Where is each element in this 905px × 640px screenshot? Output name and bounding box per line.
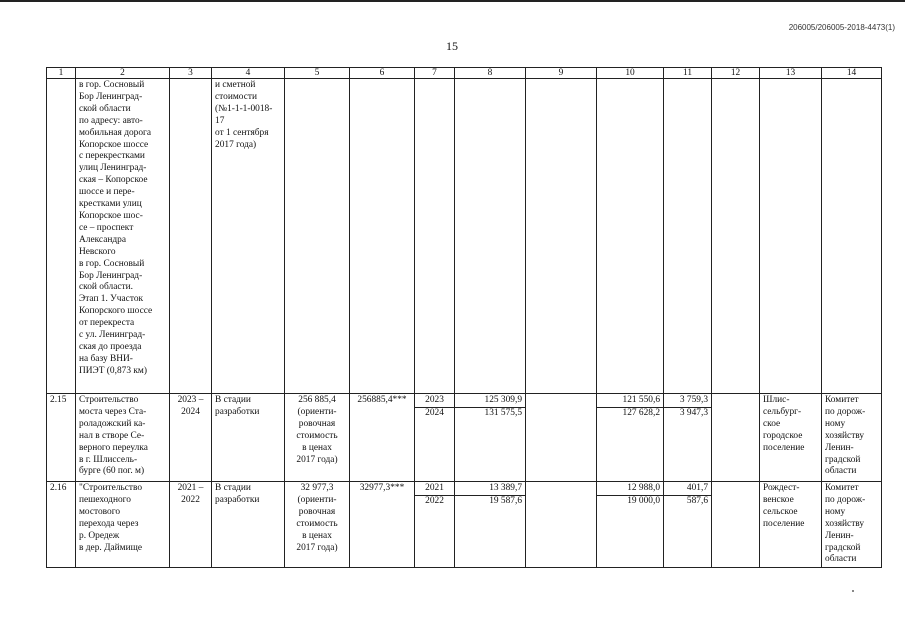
col12-empty bbox=[712, 482, 760, 568]
implementation-period bbox=[170, 394, 212, 482]
text-line: разработки bbox=[215, 494, 260, 505]
project-stage bbox=[212, 394, 285, 482]
column-header-4: 4 bbox=[212, 68, 285, 79]
project-stage bbox=[212, 482, 285, 568]
col10-value: 12 988,0 bbox=[627, 483, 660, 493]
header-row bbox=[47, 68, 882, 79]
text-line: 2023 – bbox=[177, 395, 204, 405]
text-line: 32 977,3 bbox=[300, 483, 334, 493]
text-line: Комитет bbox=[825, 395, 859, 405]
text-line: от перекреста bbox=[79, 318, 135, 329]
col11-value: 3 947,3 bbox=[664, 407, 711, 420]
text-line: с ул. Ленинград- bbox=[79, 330, 146, 341]
document-id: 206005/206005-2018-4473(1) bbox=[788, 23, 895, 32]
text-line: ПИЭТ (0,873 км) bbox=[79, 365, 147, 376]
text-line: се – проспект bbox=[79, 222, 134, 233]
column-header-12: 12 bbox=[712, 68, 760, 79]
regional-budget bbox=[597, 482, 664, 568]
text-line: крестками улиц bbox=[79, 199, 142, 210]
settlement bbox=[760, 482, 822, 568]
text-line: разработки bbox=[215, 406, 260, 417]
totals-value: 125 309,9 bbox=[484, 395, 522, 405]
local-budget bbox=[664, 482, 712, 568]
text-line: в г. Шлиссель- bbox=[79, 454, 138, 465]
totals-value: 19 587,6 bbox=[455, 495, 525, 508]
text-line: в ценах bbox=[302, 442, 332, 453]
settlement bbox=[760, 394, 822, 482]
text-line: ской области bbox=[79, 103, 131, 114]
table-row bbox=[47, 394, 882, 482]
text-line: ская до проезда bbox=[79, 341, 142, 352]
column-header-9: 9 bbox=[526, 68, 597, 79]
text-line: области bbox=[825, 554, 857, 565]
text-line: ское bbox=[763, 418, 781, 429]
text-line: от 1 сентября bbox=[215, 127, 269, 138]
text-line: Невского bbox=[79, 246, 116, 257]
text-line: Бор Ленинград- bbox=[79, 91, 143, 102]
top-border-line bbox=[0, 0, 905, 2]
cont-col9 bbox=[526, 79, 597, 394]
scan-speck bbox=[852, 590, 854, 592]
column-header-8: 8 bbox=[455, 68, 526, 79]
text-line: роладожский ка- bbox=[79, 418, 146, 429]
text-line: в дер. Даймище bbox=[79, 542, 142, 553]
years-value: 2021 bbox=[425, 483, 444, 493]
column-header-2: 2 bbox=[76, 68, 170, 79]
responsible-committee bbox=[822, 394, 882, 482]
text-line: ному bbox=[825, 506, 846, 517]
regional-budget bbox=[597, 394, 664, 482]
text-line: 2017 года) bbox=[215, 139, 257, 150]
text-line: стоимость bbox=[296, 430, 338, 441]
text-line: перехода через bbox=[79, 518, 139, 529]
text-line: с перекрестками bbox=[79, 151, 145, 162]
cost-col6: 32977,3*** bbox=[350, 482, 415, 568]
text-line: Копорского шоссе bbox=[79, 306, 153, 317]
text-line: Александра bbox=[79, 234, 127, 245]
years-value: 2022 bbox=[415, 495, 454, 508]
text-line: 17 bbox=[215, 115, 225, 126]
column-header-10: 10 bbox=[597, 68, 664, 79]
col10-value: 127 628,2 bbox=[597, 407, 663, 420]
col10-value: 121 550,6 bbox=[622, 395, 660, 405]
text-line: городское bbox=[763, 430, 803, 441]
text-line: ская – Копорское bbox=[79, 175, 148, 186]
text-line: 2022 bbox=[181, 494, 200, 505]
cont-col11 bbox=[664, 79, 712, 394]
text-line: 2017 года) bbox=[296, 454, 338, 465]
text-line: улиц Ленинград- bbox=[79, 163, 147, 174]
text-line: Бор Ленинград- bbox=[79, 270, 143, 281]
text-line: Шлис- bbox=[763, 395, 790, 405]
estimated-cost bbox=[285, 482, 350, 568]
text-line: верного переулка bbox=[79, 442, 148, 453]
column-header-14: 14 bbox=[822, 68, 882, 79]
text-line: пешеходного bbox=[79, 494, 131, 505]
col11-value: 587,6 bbox=[664, 495, 711, 508]
cont-col12 bbox=[712, 79, 760, 394]
cont-col10 bbox=[597, 79, 664, 394]
text-line: и сметной bbox=[215, 80, 256, 90]
text-line: мостового bbox=[79, 506, 121, 517]
total-amount bbox=[455, 482, 526, 568]
cont-object-name bbox=[76, 79, 170, 394]
column-header-13: 13 bbox=[760, 68, 822, 79]
text-line: по дорож- bbox=[825, 494, 866, 505]
text-line: Комитет bbox=[825, 483, 859, 493]
column-header-1: 1 bbox=[47, 68, 76, 79]
text-line: хозяйству bbox=[825, 518, 865, 529]
cont-col13 bbox=[760, 79, 822, 394]
text-line: венское bbox=[763, 494, 794, 505]
estimated-cost bbox=[285, 394, 350, 482]
column-header-5: 5 bbox=[285, 68, 350, 79]
text-line: (ориенти- bbox=[297, 406, 337, 417]
col11-value: 401,7 bbox=[686, 483, 708, 493]
col9-empty bbox=[526, 394, 597, 482]
text-line: Этап 1. Участок bbox=[79, 294, 144, 305]
text-line: области bbox=[825, 466, 857, 477]
col11-value: 3 759,3 bbox=[679, 395, 708, 405]
implementation-period bbox=[170, 482, 212, 568]
text-line: 2024 bbox=[181, 406, 200, 417]
cont-basis bbox=[212, 79, 285, 394]
text-line: 2021 – bbox=[177, 483, 204, 493]
text-line: по дорож- bbox=[825, 406, 866, 417]
years-value: 2024 bbox=[415, 407, 454, 420]
cont-col3 bbox=[170, 79, 212, 394]
cont-col5 bbox=[285, 79, 350, 394]
text-line: в ценах bbox=[302, 530, 332, 541]
cont-col8 bbox=[455, 79, 526, 394]
text-line: поселение bbox=[763, 518, 805, 529]
text-line: (№1-1-1-0018- bbox=[215, 103, 273, 114]
text-line: хозяйству bbox=[825, 430, 865, 441]
text-line: ровочная bbox=[298, 506, 336, 517]
text-line: моста через Ста- bbox=[79, 406, 147, 417]
years bbox=[415, 482, 455, 568]
text-line: в гор. Сосновый bbox=[79, 80, 145, 90]
object-name bbox=[76, 394, 170, 482]
table-row bbox=[47, 482, 882, 568]
text-line: Копорское шоссе bbox=[79, 139, 149, 150]
text-line: Рождест- bbox=[763, 483, 800, 493]
text-line: ской области. bbox=[79, 282, 133, 293]
text-line: градской bbox=[825, 454, 861, 465]
text-line: нал в створе Се- bbox=[79, 430, 145, 441]
text-line: сельское bbox=[763, 506, 798, 517]
text-line: стоимости bbox=[215, 91, 257, 102]
col12-empty bbox=[712, 394, 760, 482]
text-line: В стадии bbox=[215, 483, 251, 493]
column-header-7: 7 bbox=[415, 68, 455, 79]
totals-value: 131 575,5 bbox=[455, 407, 525, 420]
cont-col6 bbox=[350, 79, 415, 394]
text-line: ному bbox=[825, 418, 846, 429]
text-line: (ориенти- bbox=[297, 494, 337, 505]
cost-col6: 256885,4*** bbox=[350, 394, 415, 482]
column-header-3: 3 bbox=[170, 68, 212, 79]
page-number: 15 bbox=[446, 39, 458, 53]
text-line: Ленин- bbox=[825, 530, 854, 541]
text-line: 2017 года) bbox=[296, 542, 338, 553]
object-name bbox=[76, 482, 170, 568]
years bbox=[415, 394, 455, 482]
col10-value: 19 000,0 bbox=[597, 495, 663, 508]
text-line: В стадии bbox=[215, 395, 251, 405]
text-line: Ленин- bbox=[825, 442, 854, 453]
data-table bbox=[46, 67, 882, 568]
text-line: шоссе и пере- bbox=[79, 187, 135, 198]
text-line: ровочная bbox=[298, 418, 336, 429]
text-line: мобильная дорога bbox=[79, 127, 152, 138]
column-header-6: 6 bbox=[350, 68, 415, 79]
local-budget bbox=[664, 394, 712, 482]
cont-col14 bbox=[822, 79, 882, 394]
text-line: на базу ВНИ- bbox=[79, 353, 133, 364]
years-value: 2023 bbox=[425, 395, 444, 405]
text-line: "Строительство bbox=[79, 483, 143, 493]
continuation-row bbox=[47, 79, 882, 394]
cont-col1 bbox=[47, 79, 76, 394]
responsible-committee bbox=[822, 482, 882, 568]
text-line: р. Оредеж bbox=[79, 530, 120, 541]
text-line: сельбург- bbox=[763, 406, 802, 417]
totals-value: 13 389,7 bbox=[489, 483, 522, 493]
text-line: поселение bbox=[763, 442, 805, 453]
total-amount bbox=[455, 394, 526, 482]
text-line: Строительство bbox=[79, 395, 139, 405]
text-line: 256 885,4 bbox=[298, 395, 336, 405]
text-line: Копорское шос- bbox=[79, 210, 143, 221]
text-line: в гор. Сосновый bbox=[79, 258, 145, 269]
text-line: бурге (60 пог. м) bbox=[79, 466, 145, 477]
text-line: стоимость bbox=[296, 518, 338, 529]
row-number: 2.15 bbox=[47, 394, 76, 482]
text-line: градской bbox=[825, 542, 861, 553]
column-header-11: 11 bbox=[664, 68, 712, 79]
cont-col7 bbox=[415, 79, 455, 394]
col9-empty bbox=[526, 482, 597, 568]
text-line: по адресу: авто- bbox=[79, 115, 143, 126]
row-number: 2.16 bbox=[47, 482, 76, 568]
